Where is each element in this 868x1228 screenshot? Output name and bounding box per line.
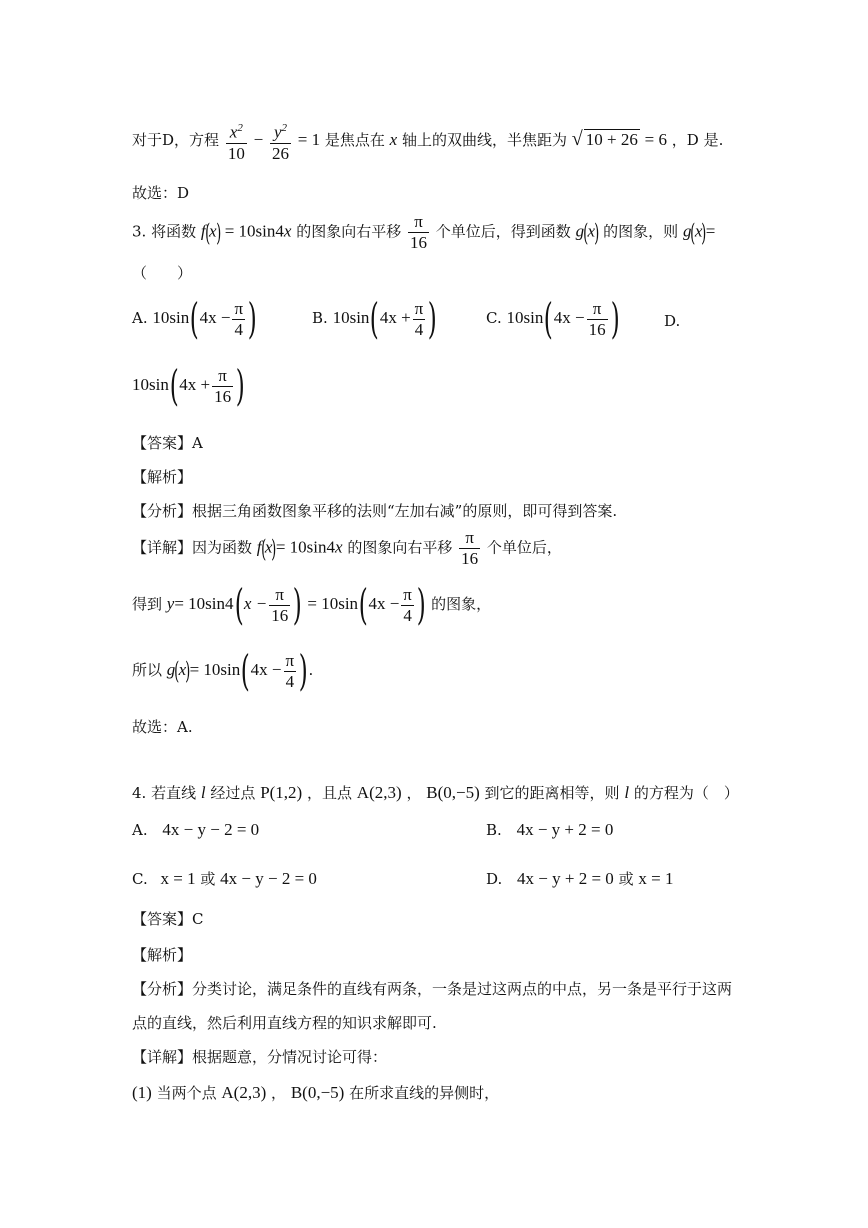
q4-xiangjie: 【详解】根据题意，分情况讨论可得：: [132, 1048, 388, 1066]
func-g: g: [575, 221, 585, 241]
text: 或: [618, 870, 634, 888]
denominator: 26: [271, 143, 289, 163]
q4-option-b: [486, 820, 613, 840]
denominator: 4: [414, 319, 424, 339]
sqrt-result: = 6: [644, 129, 667, 149]
equation: x = 1: [160, 869, 196, 888]
denominator: 16: [214, 386, 232, 406]
denominator: 16: [588, 319, 606, 339]
text: 4x −: [553, 308, 585, 327]
q3-option-d-label: D.: [664, 312, 681, 330]
q3-select: 故选：A.: [132, 718, 193, 736]
label: D.: [486, 870, 503, 888]
q3-answer: 【答案】A: [132, 434, 203, 452]
q3-fenxi: 【分析】根据三角函数图象平移的法则“左加右减”的原则，即可得到答案.: [132, 502, 618, 520]
q4-fenxi-1: 【分析】分类讨论，满足条件的直线有两条，一条是过这两点的中点，另一条是平行于这两: [132, 980, 733, 998]
axis-var: x: [389, 129, 398, 149]
q4-answer: 【答案】C: [132, 910, 204, 928]
minus-sign: −: [253, 129, 264, 149]
text: 10sin: [132, 375, 169, 394]
text: ，: [271, 1084, 287, 1102]
label: C.: [486, 309, 502, 327]
text: 个单位后，得到函数: [435, 222, 571, 241]
fraction-x2-10: $\frac{x^2}{10}$: [226, 118, 247, 164]
denominator: 16: [461, 549, 479, 568]
text: 4x +: [379, 308, 411, 327]
q3-conclusion: 所以 g(x)= 10sin(4x − $\frac{\pi}{4}$ ).: [132, 646, 314, 695]
label: B.: [486, 821, 502, 839]
point-b: B(0,−5): [290, 1083, 345, 1102]
denominator: 4: [285, 671, 295, 691]
numerator: π: [269, 585, 290, 606]
fraction-y2-26: $\frac{y^2}{26}$: [270, 118, 291, 164]
numerator: π: [403, 584, 412, 604]
text: 经过点: [210, 784, 256, 802]
equation: x = 1: [638, 869, 674, 888]
text: 个单位后，: [486, 538, 562, 557]
text: 4x −: [368, 594, 400, 613]
q3-stem: 3. 将函数 f(x) = 10sin4x 的图象向右平移 $\frac{\pi}{16}$ 个单位后，得到函数 g(x) 的图象，则 g(x)=: [132, 212, 716, 252]
point-p: P(1,2): [260, 783, 303, 802]
text: ，: [406, 784, 422, 802]
q4-option-d: [486, 868, 673, 889]
case-number: (1): [132, 1083, 152, 1102]
text: 4x −: [199, 308, 231, 327]
text: 轴上的双曲线，半焦距为: [402, 130, 568, 149]
equation: 4x − y + 2 = 0: [516, 820, 614, 839]
text: 到它的距离相等，则: [484, 784, 620, 802]
text: 得到: [132, 595, 163, 613]
numerator: π: [234, 298, 244, 318]
q3-option-c: C. 10sin(4x − $\frac{\pi}{16}$ ): [486, 294, 620, 343]
q3-jiexi: 【解析】: [132, 468, 193, 486]
label: C.: [132, 870, 148, 888]
point-a: A(2,3): [356, 783, 402, 802]
equation: = 10sin4: [224, 221, 284, 241]
sqrt-content: 10 + 26: [585, 129, 638, 149]
text: 3. 将函数: [132, 222, 197, 241]
numerator: y: [273, 122, 282, 142]
label: A.: [132, 309, 148, 327]
q3-blank: （ ）: [132, 264, 193, 282]
text: 4x −: [250, 660, 282, 679]
text: 对于D，方程: [132, 130, 220, 149]
equation: = 10sin4: [174, 594, 234, 613]
numerator: π: [459, 528, 480, 549]
text: 10sin: [506, 308, 544, 327]
q4-option-c: [132, 868, 317, 889]
select-answer-d: 故选：D: [132, 184, 190, 202]
text: 的方程为（ ）: [633, 784, 739, 802]
label: B.: [312, 309, 328, 327]
text: 10sin: [332, 308, 370, 327]
text: 当两个点: [156, 1084, 217, 1102]
text: 的图象向右平移: [347, 538, 453, 557]
q4-option-a: [132, 820, 259, 840]
q4-fenxi-2: 点的直线，然后利用直线方程的知识求解即可.: [132, 1014, 437, 1032]
text: 在所求直线的异侧时，: [349, 1084, 500, 1102]
denominator: 4: [403, 605, 412, 625]
equation: = 10sin: [189, 660, 241, 679]
fraction-pi-16: [408, 212, 429, 253]
denominator: 16: [410, 233, 427, 252]
numerator: π: [285, 650, 295, 670]
text: 4. 若直线: [132, 784, 197, 802]
text: 10sin: [152, 308, 190, 327]
equals-one: = 1: [297, 129, 321, 149]
equation: 4x − y − 2 = 0: [220, 869, 317, 888]
equation: 4x − y + 2 = 0: [517, 869, 614, 888]
numerator: x: [229, 122, 238, 142]
numerator: π: [212, 366, 233, 387]
denominator: 10: [227, 143, 245, 163]
sqrt-expression: √ 10 + 26: [571, 127, 638, 150]
point-b: B(0,−5): [426, 783, 480, 802]
text: 的图象，则: [603, 222, 679, 241]
line-d-conclusion: [132, 118, 723, 164]
numerator: π: [414, 298, 424, 318]
text: 所以: [132, 661, 163, 679]
text: 【详解】因为函数: [132, 538, 253, 557]
q4-case-1: [132, 1082, 499, 1103]
func-f: f: [200, 221, 206, 241]
text: .: [308, 661, 314, 679]
text: 4x +: [179, 375, 211, 394]
text: 或: [200, 870, 216, 888]
equation: 4x − y − 2 = 0: [162, 820, 260, 839]
text: 是焦点在: [324, 130, 385, 149]
var-l: l: [200, 783, 206, 802]
q3-option-d: 10sin(4x + $\frac{\pi}{16}$ ): [132, 361, 245, 410]
q3-xiangjie: 【详解】因为函数 f(x)= 10sin4x 的图象向右平移 $\frac{\pi}{16}$ 个单位后，: [132, 528, 562, 568]
text: 的图象，: [431, 595, 492, 613]
text: ，且点: [307, 784, 353, 802]
q4-jiexi: 【解析】: [132, 946, 193, 964]
denominator: 16: [271, 605, 289, 625]
equals: =: [705, 221, 716, 241]
q3-derivation: 得到 y= 10sin4(x − $\frac{\pi}{16}$ ) = 10sin(4x − $\frac{\pi}{4}$ ) 的图象，: [132, 580, 492, 629]
equation: = 10sin: [307, 594, 359, 613]
text: 的图象向右平移: [296, 222, 402, 241]
label: A.: [132, 821, 148, 839]
q3-option-a: A. 10sin(4x − $\frac{\pi}{4}$ ): [132, 294, 257, 343]
text: ，D 是.: [671, 130, 724, 149]
q3-option-b: B. 10sin(4x + $\frac{\pi}{4}$ ): [312, 294, 437, 343]
numerator: π: [408, 212, 429, 233]
numerator: π: [587, 299, 608, 320]
q4-stem: 4. 若直线 l 经过点 P(1,2) ，且点 A(2,3) ， B(0,−5) 到它的距离相等，则 l 的方程为（ ）: [132, 783, 739, 802]
equation: = 10sin4: [275, 537, 336, 557]
point-a: A(2,3): [221, 1083, 267, 1102]
denominator: 4: [234, 319, 244, 339]
text: x −: [243, 594, 268, 613]
